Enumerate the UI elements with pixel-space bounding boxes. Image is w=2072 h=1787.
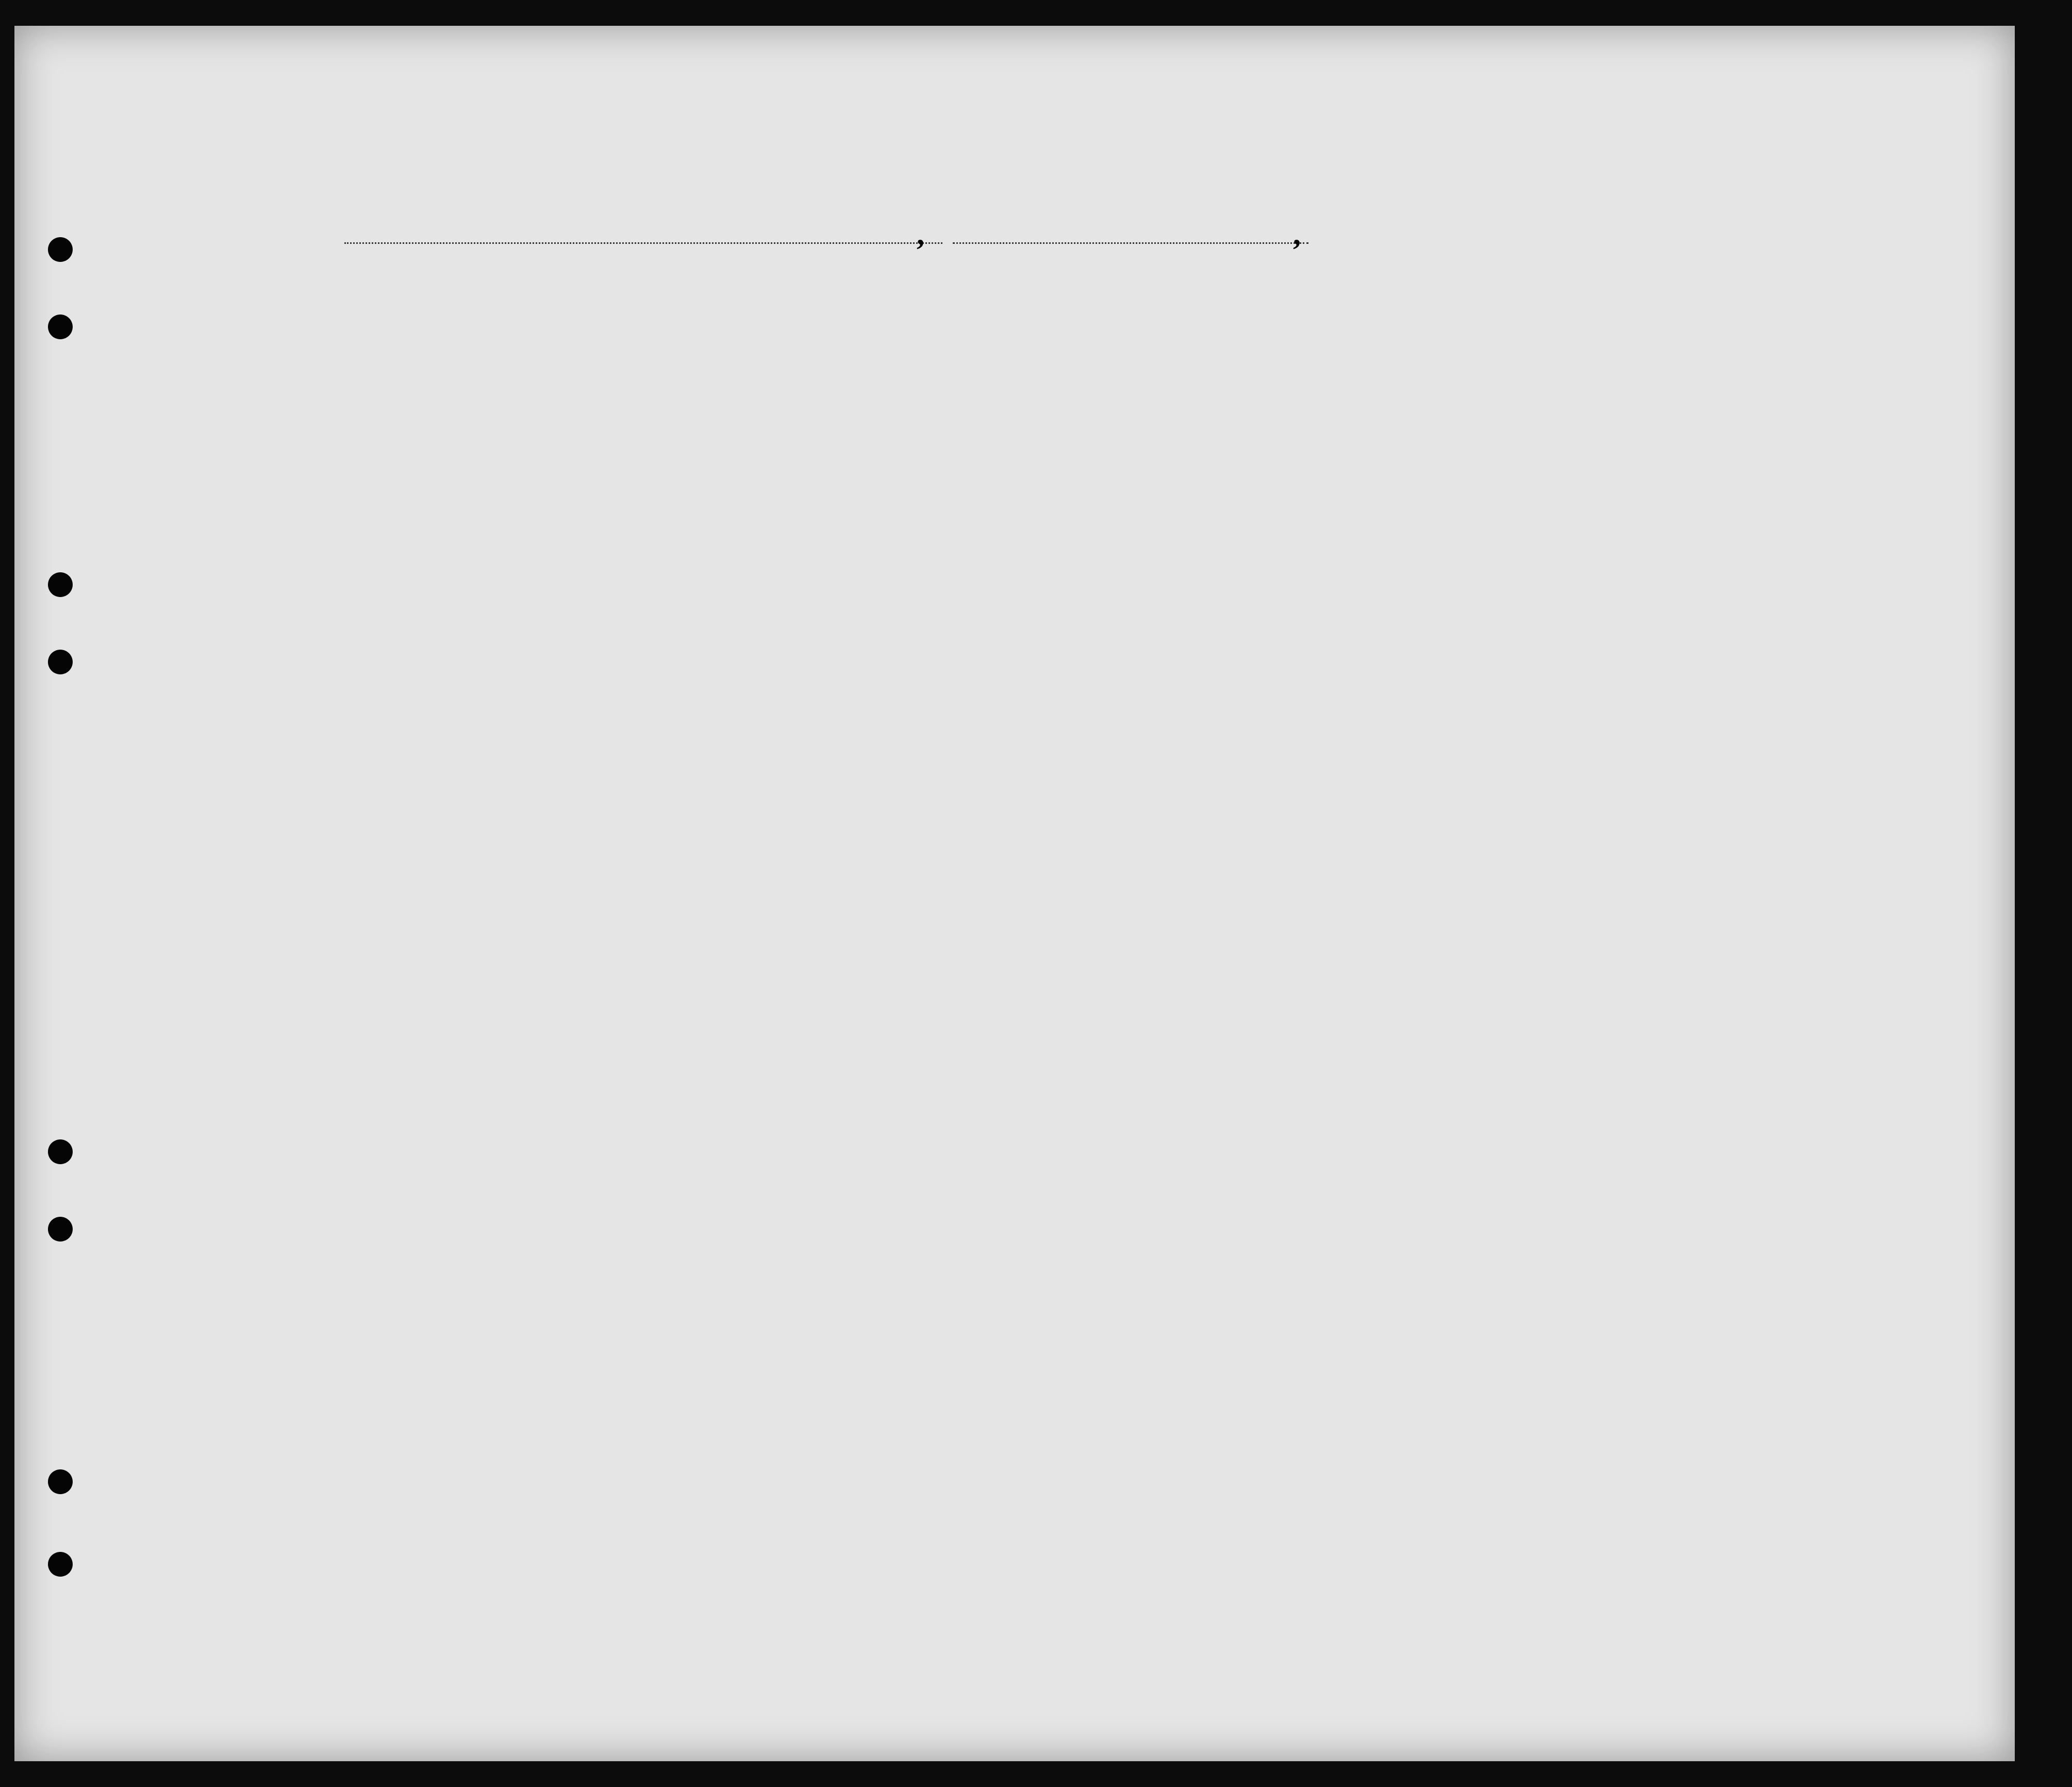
- manifest-sheet: [14, 26, 2015, 1761]
- comma-1: ,: [917, 217, 924, 251]
- table-grid: [14, 26, 2015, 1761]
- comma-2: ,: [1293, 217, 1301, 251]
